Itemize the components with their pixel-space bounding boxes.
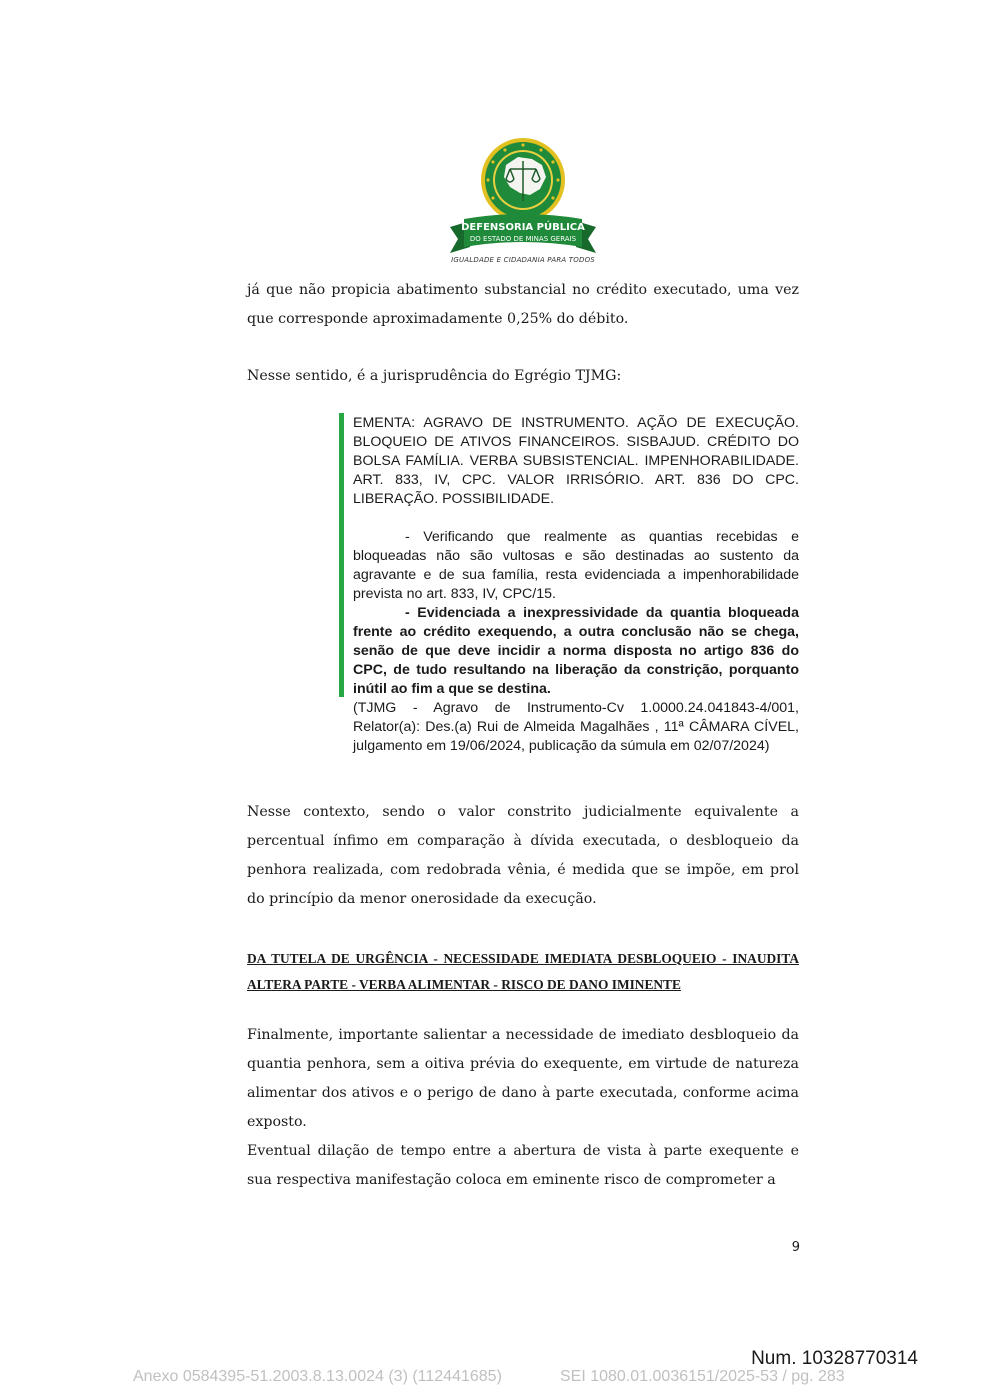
quote-citation: (TJMG - Agravo de Instrumento-Cv 1.0000.24.041843-4/001, Relator(a): Des.(a) Rui de Almeida Magalhães , 11ª CÂMARA CÍVEL, julgamento em 19/06/2024, publicação da súmula em 02/07/2024) [353,700,799,754]
quote-ementa: EMENTA: AGRAVO DE INSTRUMENTO. AÇÃO DE EXECUÇÃO. BLOQUEIO DE ATIVOS FINANCEIROS. SISBAJUD. CRÉDITO DO BOLSA FAMÍLIA. VERBA SUBSISTENCIAL. IMPENHORABILIDADE. ART. 833, IV, CPC. VALOR IRRISÓRIO. ART. 836 DO CPC. LIBERAÇÃO. POSSIBILIDADE. [353,415,799,507]
paragraph-3 [247,798,799,914]
quote-item-2: - Evidenciada a inexpressividade da quantia bloqueada frente ao crédito exequendo, a outra conclusão não se chega, senão de que deve incidir a norma disposta no artigo 836 do CPC, de tudo resultando na liberação da constrição, porquanto inútil ao fim a que se destina. [353,605,799,697]
defensoria-publica-logo [440,135,606,271]
quote-item-1: - Verificando que realmente as quantias recebidas e bloqueadas não são vultosas e são destinadas ao sustento da agravante e de sua família, resta evidenciada a impenhorabilidade prevista no art. 833, IV, CPC/15. [353,529,799,602]
quote-bar [339,413,344,697]
paragraph-4 [247,1021,799,1195]
footer-annex: Anexo 0584395-51.2003.8.13.0024 (3) (112441685) [133,1368,502,1385]
section-heading: DA TUTELA DE URGÊNCIA - NECESSIDADE IMEDIATA DESBLOQUEIO - INAUDITA ALTERA PARTE - VERBA ALIMENTAR - RISCO DE DANO IMINENTE [247,951,799,992]
jurisprudence-quote [353,414,799,756]
logo-line2: DO ESTADO DE MINAS GERAIS [469,235,577,243]
logo-tagline: IGUALDADE E CIDADANIA PARA TODOS [451,256,595,264]
paragraph-1 [247,276,799,334]
paragraph-5-text: Eventual dilação de tempo entre a abertura de vista à parte exequente e sua respectiva manifestação coloca em eminente risco de comprometer a [247,1143,799,1188]
paragraph-2-text: Nesse sentido, é a jurisprudência do Egrégio TJMG: [247,368,622,384]
footer-sei: SEI 1080.01.0036151/2025-53 / pg. 283 [560,1368,845,1385]
page-number: 9 [791,1240,800,1255]
paragraph-3-text: Nesse contexto, sendo o valor constrito judicialmente equivalente a percentual ínfimo em comparação à dívida executada, o desbloqueio da penhora realizada, com redobrada vênia, é medida que se impõe, em prol do princípio da menor onerosidade da execução. [247,804,799,907]
paragraph-1-text: já que não propicia abatimento substancial no crédito executado, uma vez que corresponde aproximadamente 0,25% do débito. [247,282,799,327]
document-number: Num. 10328770314 [751,1348,918,1369]
paragraph-2 [247,362,799,391]
paragraph-4-text: Finalmente, importante salientar a necessidade de imediato desbloqueio da quantia penhora, sem a oitiva prévia do exequente, em virtude de natureza alimentar dos ativos e o perigo de dano à parte executada, conforme acima exposto. [247,1027,799,1130]
logo-line1: DEFENSORIA PÚBLICA [461,222,585,233]
